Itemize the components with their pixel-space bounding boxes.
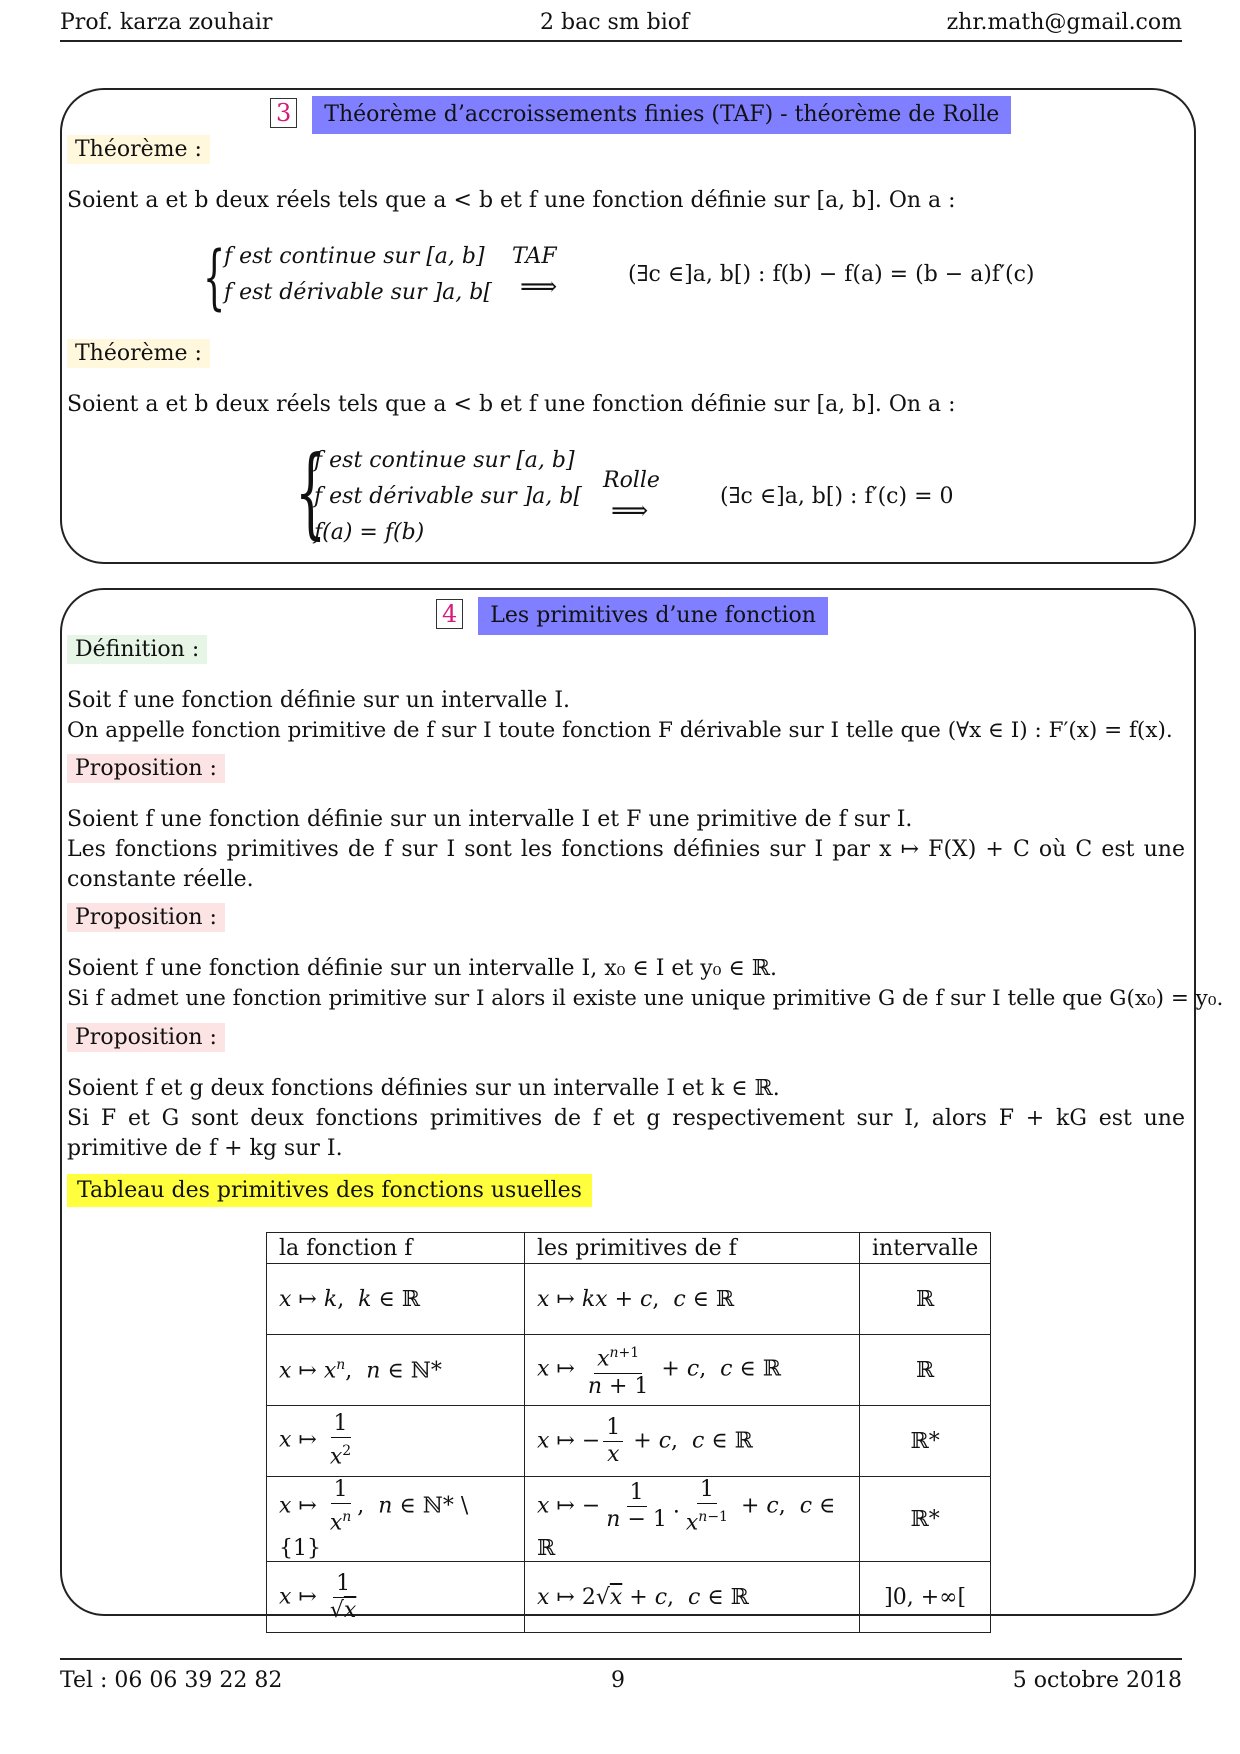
function-cell: x ↦ $\frac{1}{x^n}$ , n ∈ ℕ* \ {1}: [267, 1477, 525, 1562]
table-header: la fonction f: [267, 1233, 525, 1264]
proposition-label-1: [67, 756, 225, 781]
function-cell: x ↦ $\frac{1}{x^2}$: [267, 1406, 525, 1477]
proposition-tag: Proposition :: [67, 754, 225, 783]
primitive-cell: x ↦ kx + c, c ∈ ℝ: [525, 1264, 860, 1335]
table-header: intervalle: [860, 1233, 991, 1264]
primitive-cell: x ↦ 2√x + c, c ∈ ℝ: [525, 1562, 860, 1633]
theorem-intro-2: Soient a et b deux réels tels que a < b et f une fonction définie sur [a, b]. On a :: [67, 392, 956, 417]
rolle-condition-3: f(a) = f(b): [314, 520, 425, 545]
page-number: 9: [611, 1668, 625, 1693]
proposition-3-line-1: Soient f et g deux fonctions définies sur un intervalle I et k ∈ ℝ.: [67, 1076, 780, 1101]
section-number: 3: [270, 98, 297, 128]
table-row: [267, 1264, 991, 1335]
header-rule: [60, 40, 1182, 42]
interval-cell: ]0, +∞[: [860, 1562, 991, 1633]
definition-tag: Définition :: [67, 635, 207, 664]
table-row: [267, 1335, 991, 1406]
interval-cell: ℝ*: [860, 1406, 991, 1477]
table-header: les primitives de f: [525, 1233, 860, 1264]
function-cell: x ↦ $\frac{1}{√x}$: [267, 1562, 525, 1633]
footer-date: 5 octobre 2018: [1012, 1668, 1182, 1693]
rolle-arrow-label: Rolle: [603, 468, 660, 493]
table-row: [267, 1562, 991, 1633]
theorem-intro: Soient a et b deux réels tels que a < b et f une fonction définie sur [a, b]. On a :: [67, 188, 956, 213]
header-class: 2 bac sm biof: [540, 10, 690, 35]
rolle-condition-1: f est continue sur [a, b]: [314, 448, 575, 473]
footer-rule: [60, 1658, 1182, 1660]
footer-tel: Tel : 06 06 39 22 82: [60, 1668, 283, 1693]
proposition-tag: Proposition :: [67, 903, 225, 932]
implies-arrow: ⟹: [611, 496, 649, 526]
proposition-label-2: [67, 905, 225, 930]
header-email: zhr.math@gmail.com: [946, 10, 1182, 35]
section-3-heading: [270, 96, 1011, 134]
implies-arrow: ⟹: [520, 272, 558, 302]
primitives-table: [266, 1232, 991, 1633]
proposition-tag: Proposition :: [67, 1023, 225, 1052]
interval-cell: ℝ: [860, 1264, 991, 1335]
table-title: Tableau des primitives des fonctions usuelles: [67, 1174, 592, 1207]
interval-cell: ℝ*: [860, 1477, 991, 1562]
taf-arrow-label: TAF: [512, 244, 557, 269]
function-cell: x ↦ k, k ∈ ℝ: [267, 1264, 525, 1335]
proposition-2-line-1: Soient f une fonction définie sur un intervalle I, x₀ ∈ I et y₀ ∈ ℝ.: [67, 956, 778, 981]
theorem-label: [67, 137, 210, 162]
theorem-tag: Théorème :: [67, 135, 210, 164]
taf-condition-1: f est continue sur [a, b]: [224, 244, 485, 269]
brace: {: [203, 236, 226, 318]
brace: {: [295, 436, 327, 550]
header-author: Prof. karza zouhair: [60, 10, 273, 35]
rolle-conclusion: (∃c ∈]a, b[) : f′(c) = 0: [720, 484, 954, 509]
section-4-heading: [436, 597, 828, 635]
rolle-condition-2: f est dérivable sur ]a, b[: [314, 484, 582, 509]
section-title: Les primitives d’une fonction: [478, 597, 828, 635]
proposition-1-line-1: Soient f une fonction définie sur un intervalle I et F une primitive de f sur I.: [67, 807, 913, 832]
table-label: [67, 1178, 592, 1203]
proposition-2-line-2: Si f admet une fonction primitive sur I alors il existe une unique primitive G de f sur I telle que G(x₀) = y₀.: [67, 986, 1224, 1011]
primitive-cell: x ↦ − $\frac{1}{n - 1}$ . $\frac{1}{x^{n-1}}$ + c, c ∈ ℝ: [525, 1477, 860, 1562]
definition-line-2: On appelle fonction primitive de f sur I toute fonction F dérivable sur I telle que (∀x ∈ I) : F′(x) = f(x).: [67, 718, 1173, 743]
primitive-cell: x ↦ − $\frac{1}{x}$ + c, c ∈ ℝ: [525, 1406, 860, 1477]
section-title: Théorème d’accroissements finies (TAF) - théorème de Rolle: [312, 96, 1011, 134]
taf-condition-2: f est dérivable sur ]a, b[: [224, 280, 492, 305]
theorem-label-2: [67, 341, 210, 366]
function-cell: x ↦ $x^n$, n ∈ ℕ*: [267, 1335, 525, 1406]
table-row: [267, 1406, 991, 1477]
proposition-1-line-2: Les fonctions primitives de f sur I sont les fonctions définies sur I par x ↦ F(X) + C où C est une constante réelle.: [67, 837, 1185, 892]
section-number: 4: [436, 599, 463, 629]
proposition-3-line-2: Si F et G sont deux fonctions primitives de f et g respectivement sur I, alors F + kG est une primitive de f + kg sur I.: [67, 1106, 1185, 1161]
table-row: [267, 1477, 991, 1562]
definition-label: [67, 637, 207, 662]
definition-line-1: Soit f une fonction définie sur un intervalle I.: [67, 688, 571, 713]
primitive-cell: x ↦ $\frac{x^{n+1}}{n + 1}$ + c, c ∈ ℝ: [525, 1335, 860, 1406]
theorem-tag: Théorème :: [67, 339, 210, 368]
proposition-label-3: [67, 1025, 225, 1050]
taf-conclusion: (∃c ∈]a, b[) : f(b) − f(a) = (b − a)f′(c): [628, 262, 1035, 287]
interval-cell: ℝ: [860, 1335, 991, 1406]
